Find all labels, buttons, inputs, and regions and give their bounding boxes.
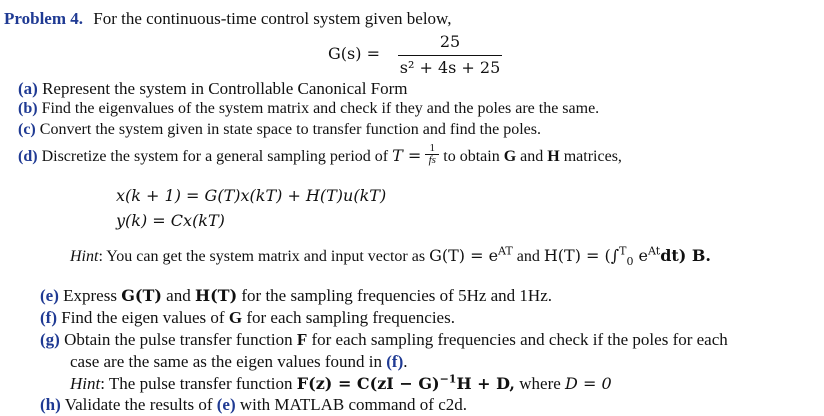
problem-intro: For the continuous-time control system given below,: [93, 9, 452, 28]
part-d: [18, 141, 622, 166]
part-a: [18, 80, 408, 97]
part-g-text-pre: Obtain the pulse transfer function: [64, 330, 293, 349]
part-h-text-pre: Validate the results of: [64, 395, 213, 414]
tf-denominator: s² + 4s + 25: [399, 58, 501, 77]
part-d-text-before: Discretize the system for a general sampling period of: [41, 148, 389, 165]
part-e-text-post: for the sampling frequencies of 5Hz and 1Hz.: [241, 286, 553, 305]
part-d-fraction: [425, 143, 439, 166]
hint-1-G-sup: AT: [498, 244, 513, 258]
part-h-ref: (e): [216, 395, 236, 414]
part-f-label: (f): [40, 308, 57, 327]
part-g-line2-post: .: [403, 352, 408, 371]
part-g-text-post: for each sampling frequencies and check if the poles for each: [311, 330, 728, 349]
problem-header: [4, 10, 451, 27]
problem-label: Problem 4.: [4, 9, 84, 28]
part-d-H: H: [547, 148, 560, 165]
part-f-text-post: for each sampling frequencies.: [246, 308, 455, 327]
hint-1-H-expr: [543, 244, 711, 269]
part-e-H: H(T): [194, 286, 238, 305]
part-e: [40, 287, 552, 304]
part-d-frac-num: 1: [429, 141, 436, 154]
hint-1-label: Hint: [70, 248, 99, 265]
hint-1-int-sup: T: [619, 244, 627, 258]
hint-2-F-expr: F(z) = C(zI − G): [296, 374, 440, 393]
part-h-text-post: with MATLAB command of c2d.: [239, 395, 467, 414]
tf-numerator: 25: [439, 32, 461, 51]
hint-1-exp: e: [633, 246, 649, 265]
part-c-text: Convert the system given in state space to transfer function and find the poles.: [39, 121, 541, 138]
hint-2: [70, 372, 612, 393]
part-e-text-pre: Express: [63, 286, 117, 305]
hint-1-exp-sup: At: [648, 244, 661, 258]
hint-2-where: where: [519, 374, 561, 393]
tf-lhs: G(s) =: [328, 44, 380, 63]
part-b: [18, 101, 599, 117]
part-g-line-2: [70, 353, 408, 370]
hint-2-D: D = 0: [565, 374, 612, 393]
part-d-text-after-1: to obtain: [443, 148, 500, 165]
part-d-label: (d): [18, 148, 38, 165]
part-b-text: Find the eigenvalues of the system matrix and check if they and the poles are the same.: [41, 100, 600, 117]
part-g-line2-pre: case are the same as the eigen values found in: [70, 352, 383, 371]
hint-1: [70, 244, 711, 269]
part-h-label: (h): [40, 395, 61, 414]
part-c: [18, 122, 541, 138]
part-d-text-after-2: matrices,: [563, 148, 622, 165]
part-b-label: (b): [18, 100, 38, 117]
part-e-G: G(T): [121, 286, 162, 305]
part-f-text-pre: Find the eigen values of: [61, 308, 225, 327]
hint-2-text: : The pulse transfer function: [100, 374, 293, 393]
output-equation: y(k) = Cx(kT): [116, 211, 225, 230]
hint-1-G-expr: [429, 246, 513, 265]
part-d-and: and: [520, 148, 544, 165]
part-g-label: (g): [40, 330, 60, 349]
hint-1-H-tail: dt) B.: [660, 246, 711, 265]
hint-2-sup: −1: [439, 372, 457, 386]
part-e-label: (e): [40, 286, 59, 305]
part-a-label: (a): [18, 79, 38, 98]
part-g: [40, 331, 728, 348]
part-h: [40, 396, 467, 413]
part-c-label: (c): [18, 121, 36, 138]
part-d-T-eq: T =: [392, 146, 422, 165]
hint-1-H-math: H(T) = (∫: [543, 246, 620, 265]
part-e-and: and: [166, 286, 191, 305]
hint-1-G-math: G(T) = e: [429, 246, 499, 265]
part-d-G: G: [503, 148, 517, 165]
state-equation: x(k + 1) = G(T)x(kT) + H(T)u(kT): [116, 186, 387, 205]
hint-1-text: : You can get the system matrix and input vector as: [98, 248, 426, 265]
hint-2-label: Hint: [70, 374, 101, 393]
hint-2-math: [297, 374, 515, 393]
hint-1-int-sub: 0: [626, 255, 634, 269]
part-a-text: Represent the system in Controllable Canonical Form: [42, 79, 408, 98]
hint-1-and: and: [516, 248, 540, 265]
part-g-F: F: [296, 330, 308, 349]
part-f: [40, 309, 455, 326]
part-d-frac-den: fs: [428, 153, 436, 166]
tf-fraction-bar: [398, 55, 502, 56]
part-f-G: G: [228, 308, 243, 327]
part-g-ref: (f): [386, 352, 404, 371]
hint-2-H-expr: H + D,: [456, 374, 515, 393]
